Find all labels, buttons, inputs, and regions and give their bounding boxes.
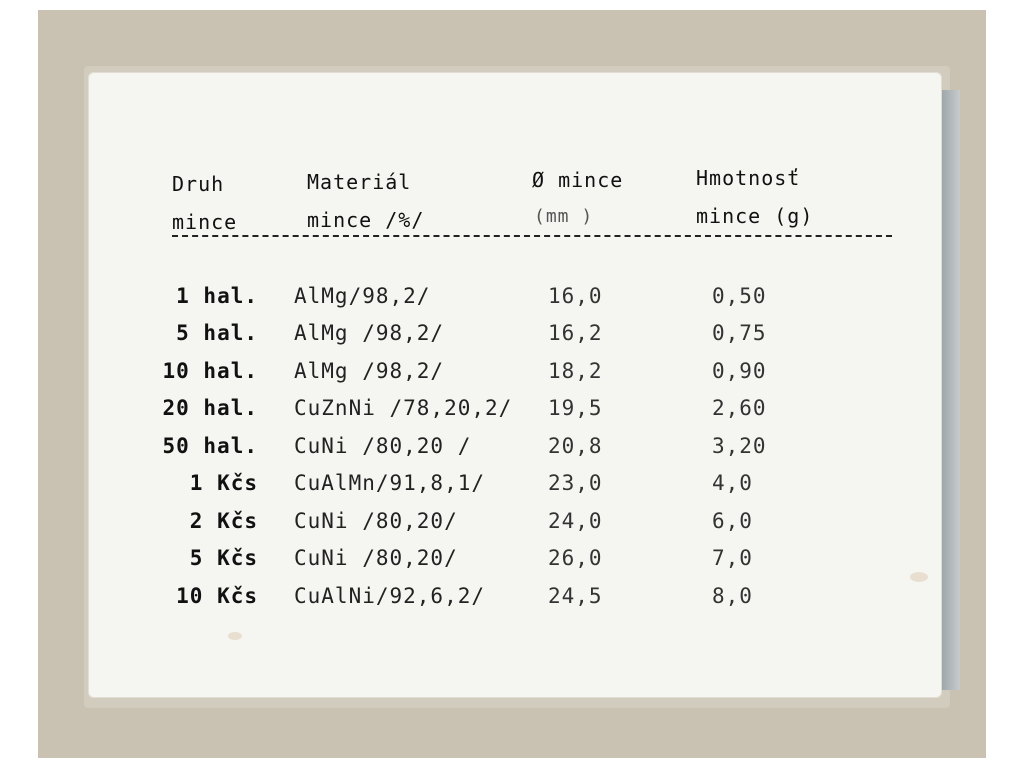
material: CuNi /80,20/ [294,509,458,533]
diameter: 16,0 [548,284,603,308]
table-row [88,509,942,547]
material: AlMg /98,2/ [294,321,445,345]
table-row [88,546,942,584]
material: AlMg/98,2/ [294,284,431,308]
header-diameter-unit: (mm ) [534,206,594,227]
denomination: 2 Kčs [189,509,258,533]
diameter: 20,8 [548,434,603,458]
diameter: 23,0 [548,471,603,495]
weight: 0,75 [712,321,767,345]
table-row [88,471,942,509]
denomination: 10 Kčs [176,584,258,608]
table-row [88,396,942,434]
header-divider [172,235,892,237]
weight: 0,50 [712,284,767,308]
paper-stain [228,632,242,640]
material: AlMg /98,2/ [294,359,445,383]
diameter: 19,5 [548,396,603,420]
denomination: 5 hal. [176,321,258,345]
table-row [88,359,942,397]
weight: 0,90 [712,359,767,383]
denomination: 10 hal. [162,359,258,383]
table-row [88,434,942,472]
header-material: Materiál [307,170,412,194]
coin-card [88,72,942,698]
diameter: 24,5 [548,584,603,608]
paper-stain [910,572,928,582]
denomination: 5 Kčs [189,546,258,570]
weight: 3,20 [712,434,767,458]
card-edge [940,90,960,690]
weight: 8,0 [712,584,753,608]
material: CuZnNi /78,20,2/ [294,396,513,420]
table-row [88,584,942,622]
material: CuAlNi/92,6,2/ [294,584,486,608]
weight: 2,60 [712,396,767,420]
weight: 4,0 [712,471,753,495]
diameter: 24,0 [548,509,603,533]
denomination: 1 Kčs [189,471,258,495]
diameter: 16,2 [548,321,603,345]
material: CuAlMn/91,8,1/ [294,471,486,495]
header-diameter: Ø mince [532,168,624,192]
weight: 6,0 [712,509,753,533]
header-weight-sub: mince (g) [696,204,814,228]
header-material-sub: mince /%/ [307,208,425,232]
header-weight: Hmotnosť [696,166,801,190]
material: CuNi /80,20 / [294,434,472,458]
diameter: 26,0 [548,546,603,570]
table-row [88,284,942,322]
material: CuNi /80,20/ [294,546,458,570]
header-druh: Druh [172,172,225,196]
denomination: 1 hal. [176,284,258,308]
denomination: 50 hal. [162,434,258,458]
header-druh-sub: mince [172,210,238,234]
weight: 7,0 [712,546,753,570]
table-row [88,321,942,359]
diameter: 18,2 [548,359,603,383]
denomination: 20 hal. [162,396,258,420]
